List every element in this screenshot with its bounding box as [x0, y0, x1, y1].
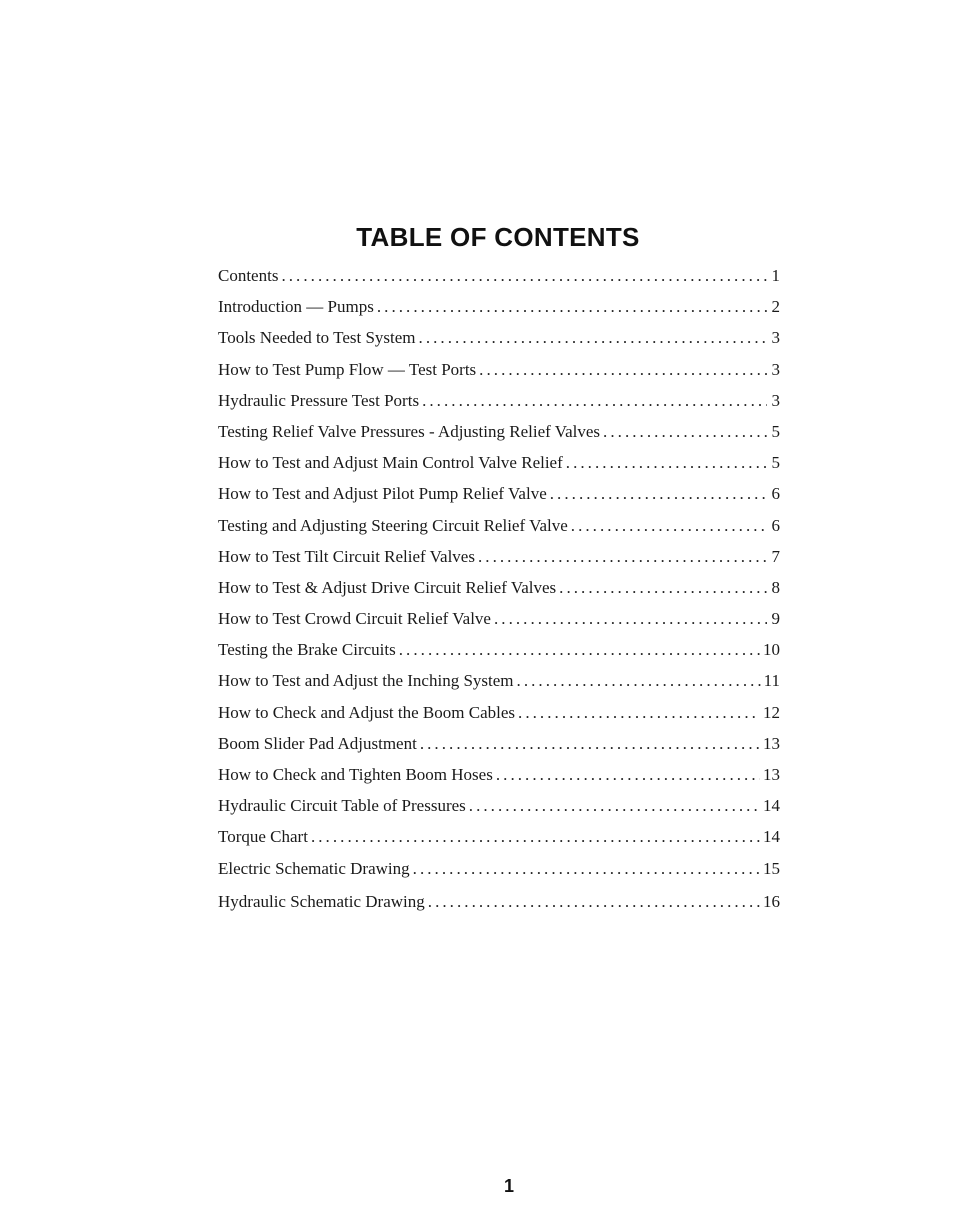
toc-entry-label: How to Test & Adjust Drive Circuit Relief Valves: [218, 577, 557, 597]
dot-leader: [478, 541, 767, 572]
toc-entry: [218, 541, 780, 572]
toc-entry-page-number: 5: [771, 453, 780, 473]
toc-entry-page-number: 2: [771, 297, 780, 317]
toc-entry: [218, 416, 780, 447]
dot-leader: [377, 291, 767, 322]
toc-entry-label: Torque Chart: [218, 827, 308, 847]
toc-entry: [218, 853, 780, 884]
dot-leader: [603, 416, 767, 447]
toc-entry-page-number: 3: [771, 359, 780, 379]
toc-entry-page-number: 14: [763, 827, 780, 847]
dot-leader: [422, 385, 767, 416]
toc-entry: [218, 354, 780, 385]
toc-entry: [218, 821, 780, 852]
toc-entry-label: Contents: [218, 266, 279, 285]
toc-entry-page-number: 11: [763, 671, 780, 691]
toc-entry-page-number: 12: [763, 702, 780, 722]
toc-entry-label: Testing the Brake Circuits: [218, 640, 396, 660]
toc-entry-label: Electric Schematic Drawing: [218, 858, 410, 878]
dot-leader: [469, 790, 760, 821]
toc-entry-label: Introduction — Pumps: [218, 297, 374, 317]
toc-entry: [218, 790, 780, 821]
toc-entry-page-number: 13: [763, 765, 780, 784]
toc-entry-page-number: 10: [763, 640, 780, 660]
dot-leader: [559, 572, 767, 603]
dot-leader: [518, 697, 760, 728]
page-title: TABLE OF CONTENTS: [356, 222, 640, 252]
dot-leader: [517, 665, 761, 696]
toc-entry-label: Testing and Adjusting Steering Circuit Relief Valve: [218, 515, 568, 535]
toc-entry-label: Testing Relief Valve Pressures - Adjusting Relief Valves: [218, 421, 601, 441]
toc-entry-label: Hydraulic Pressure Test Ports: [218, 390, 420, 410]
toc-entry-page-number: 8: [771, 577, 780, 597]
toc-entry: [218, 510, 780, 541]
toc-entry-label: How to Test and Adjust Pilot Pump Relief Valve: [218, 484, 547, 504]
dot-leader: [281, 260, 767, 291]
toc-entry-label: Tools Needed to Test System: [218, 328, 416, 348]
toc-entry-page-number: 9: [771, 609, 780, 629]
toc-entry-label: How to Test and Adjust the Inching System: [218, 671, 514, 691]
toc-entry-page-number: 7: [771, 546, 780, 566]
toc-entry: [218, 572, 780, 603]
dot-leader: [413, 853, 760, 884]
toc-entry: [218, 634, 780, 665]
toc-entry-page-number: 3: [771, 328, 780, 348]
dot-leader: [479, 354, 767, 385]
dot-leader: [399, 634, 760, 665]
toc-entry-label: Boom Slider Pad Adjustment: [218, 733, 417, 753]
toc-entry-label: How to Check and Tighten Boom Hoses: [218, 765, 493, 784]
toc-entry: [218, 385, 780, 416]
toc-entry: [218, 603, 780, 634]
dot-leader: [571, 510, 767, 541]
toc-entry: [218, 886, 780, 917]
toc-list: [218, 260, 780, 917]
toc-entry: [218, 260, 780, 291]
toc-entry: [218, 478, 780, 509]
toc-entry-label: Hydraulic Schematic Drawing: [218, 891, 425, 911]
toc-entry: [218, 322, 780, 353]
toc-entry: [218, 665, 780, 696]
toc-entry-label: How to Test Pump Flow — Test Ports: [218, 359, 477, 379]
toc-entry-page-number: 14: [763, 796, 780, 816]
toc-entry: [218, 728, 780, 759]
dot-leader: [419, 322, 767, 353]
toc-entry-label: How to Test and Adjust Main Control Valve Relief: [218, 453, 563, 473]
toc-entry: [218, 291, 780, 322]
page-number: 1: [503, 1176, 514, 1196]
toc-entry-page-number: 15: [763, 858, 780, 878]
toc-entry-label: How to Check and Adjust the Boom Cables: [218, 702, 516, 722]
toc-entry: [218, 447, 780, 478]
dot-leader: [496, 759, 760, 790]
toc-entry-label: Hydraulic Circuit Table of Pressures: [218, 796, 466, 816]
toc-entry: [218, 697, 780, 728]
dot-leader: [550, 478, 767, 509]
dot-leader: [494, 603, 767, 634]
toc-entry: [218, 759, 780, 790]
toc-entry-page-number: 13: [763, 733, 780, 753]
toc-entry-page-number: 6: [771, 484, 780, 504]
toc-entry-page-number: 6: [771, 515, 780, 535]
dot-leader: [420, 728, 760, 759]
toc-entry-page-number: 3: [771, 390, 780, 410]
toc-entry-page-number: 16: [763, 891, 780, 911]
dot-leader: [428, 886, 760, 917]
dot-leader: [566, 447, 767, 478]
toc-entry-label: How to Test Crowd Circuit Relief Valve: [218, 609, 491, 629]
toc-entry-label: How to Test Tilt Circuit Relief Valves: [218, 546, 475, 566]
toc-entry-page-number: 5: [771, 421, 780, 441]
toc-entry-page-number: 1: [771, 266, 780, 285]
dot-leader: [311, 821, 760, 852]
